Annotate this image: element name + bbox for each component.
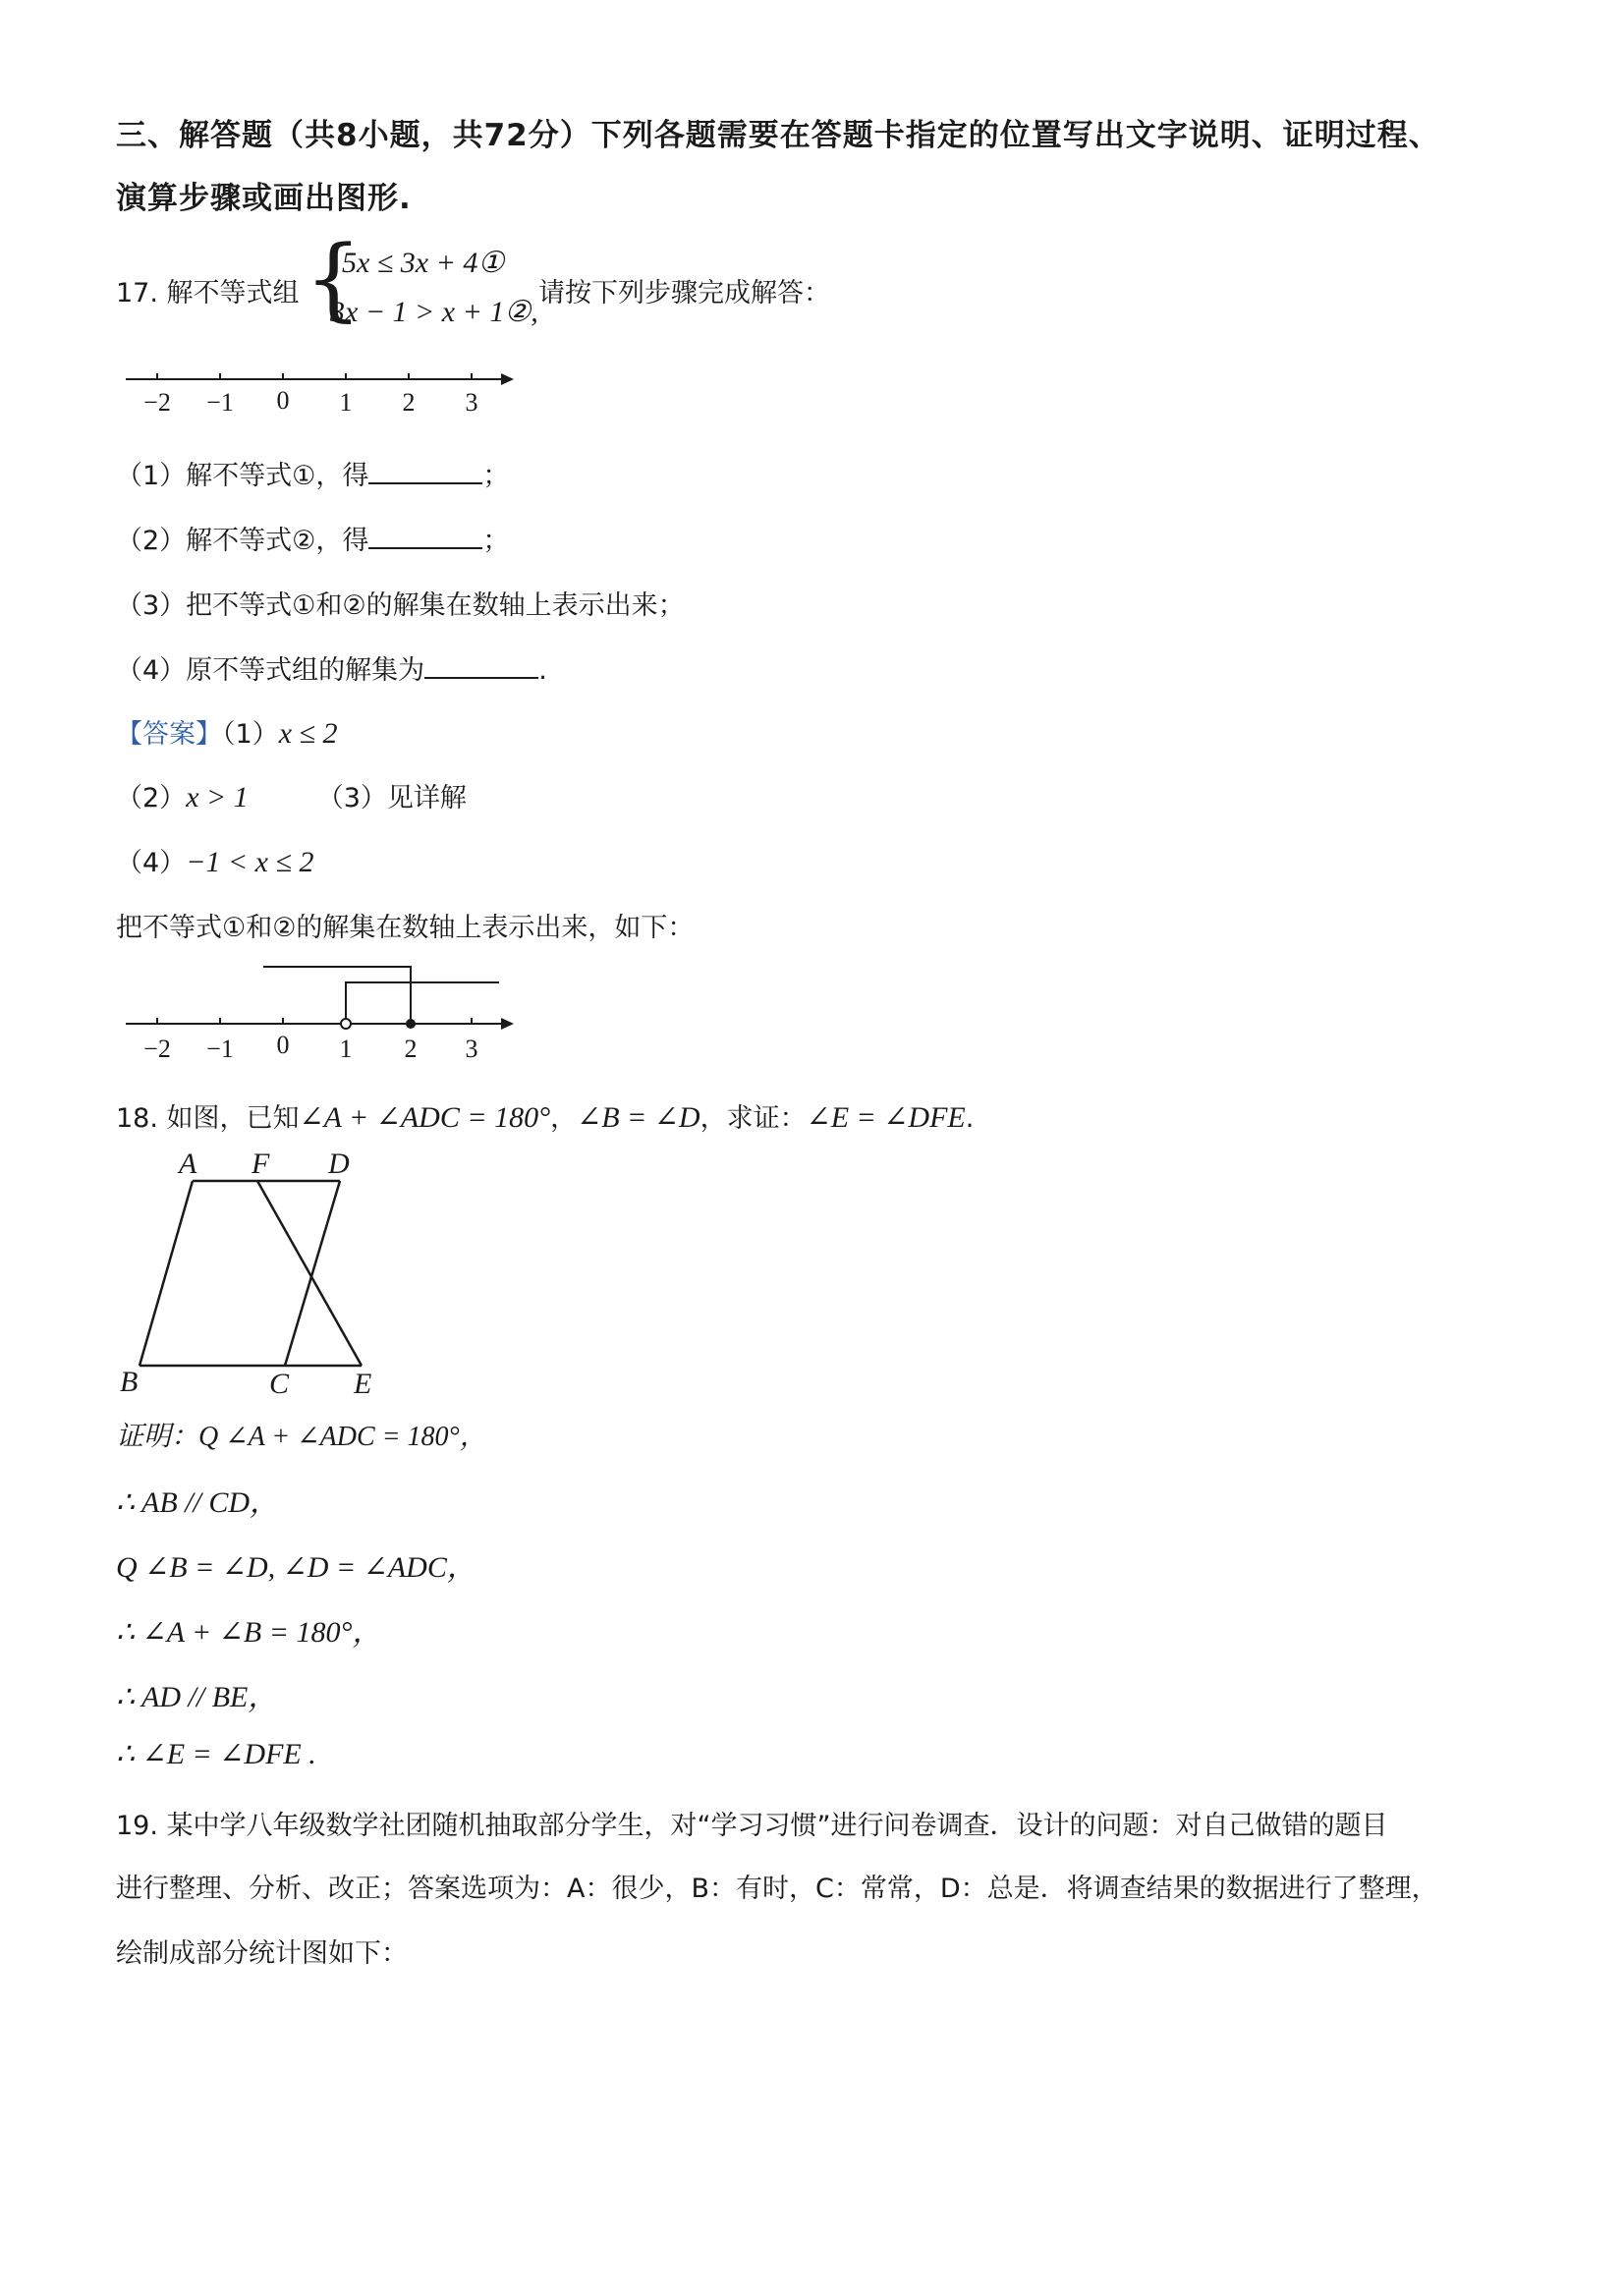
tick-label: −1: [206, 388, 234, 417]
tick-label: −2: [143, 388, 171, 417]
point-label-F: F: [252, 1148, 270, 1180]
number-line-empty: [116, 362, 529, 420]
q17-prefix: 17. 解不等式组: [116, 278, 300, 308]
proof-line: ∴ AD // BE，: [116, 1681, 278, 1713]
point-label-B: B: [120, 1366, 139, 1397]
q17-step3: （3）把不等式①和②的解集在数轴上表示出来；: [116, 590, 685, 621]
answer17-line1: 【答案】（1）x ≤ 2: [116, 717, 338, 750]
tick-label: 3: [465, 1035, 478, 1063]
tick-label: 0: [276, 386, 290, 415]
geometry-figure: [116, 1142, 430, 1397]
solution-line-x-le-2: [263, 967, 411, 1024]
answer-blank[interactable]: [368, 524, 482, 549]
segment-FE: [257, 1181, 362, 1366]
tick-label: −2: [143, 1035, 171, 1063]
open-point-1: [341, 1019, 351, 1029]
answer17-explain: 把不等式①和②的解集在数轴上表示出来，如下：: [116, 913, 695, 943]
proof-line: ∴ ∠E = ∠DFE .: [116, 1738, 316, 1770]
q19-line3: 绘制成部分统计图如下：: [116, 1938, 408, 1969]
number-line-solution: [116, 959, 529, 1067]
inequality-brace: {: [305, 226, 363, 331]
tick-label: 2: [402, 388, 416, 417]
q17-step4: （4）原不等式组的解集为 .: [116, 655, 547, 686]
q17-step1: （1）解不等式①，得 ；: [116, 461, 510, 491]
proof-line: Q ∠B = ∠D, ∠D = ∠ADC，: [116, 1551, 476, 1584]
answer-tag: 【答案】: [116, 719, 222, 750]
section-title-line1: 三、解答题（共8小题，共72分）下列各题需要在答题卡指定的位置写出文字说明、证明过程、: [116, 118, 1440, 153]
tick-label: 3: [465, 388, 478, 417]
section-title-line2: 演算步骤或画出图形.: [116, 181, 412, 216]
tick-label: 1: [339, 1035, 353, 1063]
answer17-line4: （4）−1 < x ≤ 2: [116, 846, 314, 878]
point-label-C: C: [269, 1368, 290, 1397]
proof-line: ∴ AB // CD，: [116, 1486, 280, 1519]
segment-AB: [140, 1181, 193, 1366]
segment-DC: [285, 1181, 340, 1366]
q19-line1: 19. 某中学八年级数学社团随机抽取部分学生，对“学习习惯”进行问卷调查．设计的问题：对自己做错的题目: [116, 1811, 1388, 1841]
answer17-line2: （2）x > 1 （3）见详解: [116, 781, 467, 813]
proof-line: 证明：Q ∠A + ∠ADC = 180°，: [116, 1422, 487, 1452]
answer-blank[interactable]: [424, 653, 538, 679]
solution-line-x-gt-1: [346, 982, 499, 1024]
closed-point-2: [406, 1019, 416, 1029]
tick-label: −1: [206, 1035, 234, 1063]
point-label-A: A: [179, 1148, 197, 1180]
q19-line2: 进行整理、分析、改正；答案选项为：A：很少，B：有时，C：常常，D：总是．将调查结果的数据进行了整理，: [116, 1874, 1438, 1904]
tick-label: 1: [339, 388, 353, 417]
q17-inequality-1: 5x ≤ 3x + 4①: [342, 247, 505, 279]
answer-blank[interactable]: [368, 459, 482, 484]
point-label-D: D: [328, 1148, 350, 1180]
point-label-E: E: [354, 1368, 372, 1397]
q17-suffix: 请按下列步骤完成解答：: [538, 278, 830, 308]
q17-step2: （2）解不等式②，得 ；: [116, 526, 510, 556]
q18-statement: 18. 如图，已知∠A + ∠ADC = 180°，∠B = ∠D，求证：∠E = ∠DFE.: [116, 1101, 975, 1134]
proof-line: ∴ ∠A + ∠B = 180°，: [116, 1616, 382, 1649]
tick-label: 0: [276, 1031, 290, 1059]
tick-label: 2: [404, 1035, 418, 1063]
q17-inequality-2: 3x − 1 > x + 1②,: [330, 296, 538, 328]
